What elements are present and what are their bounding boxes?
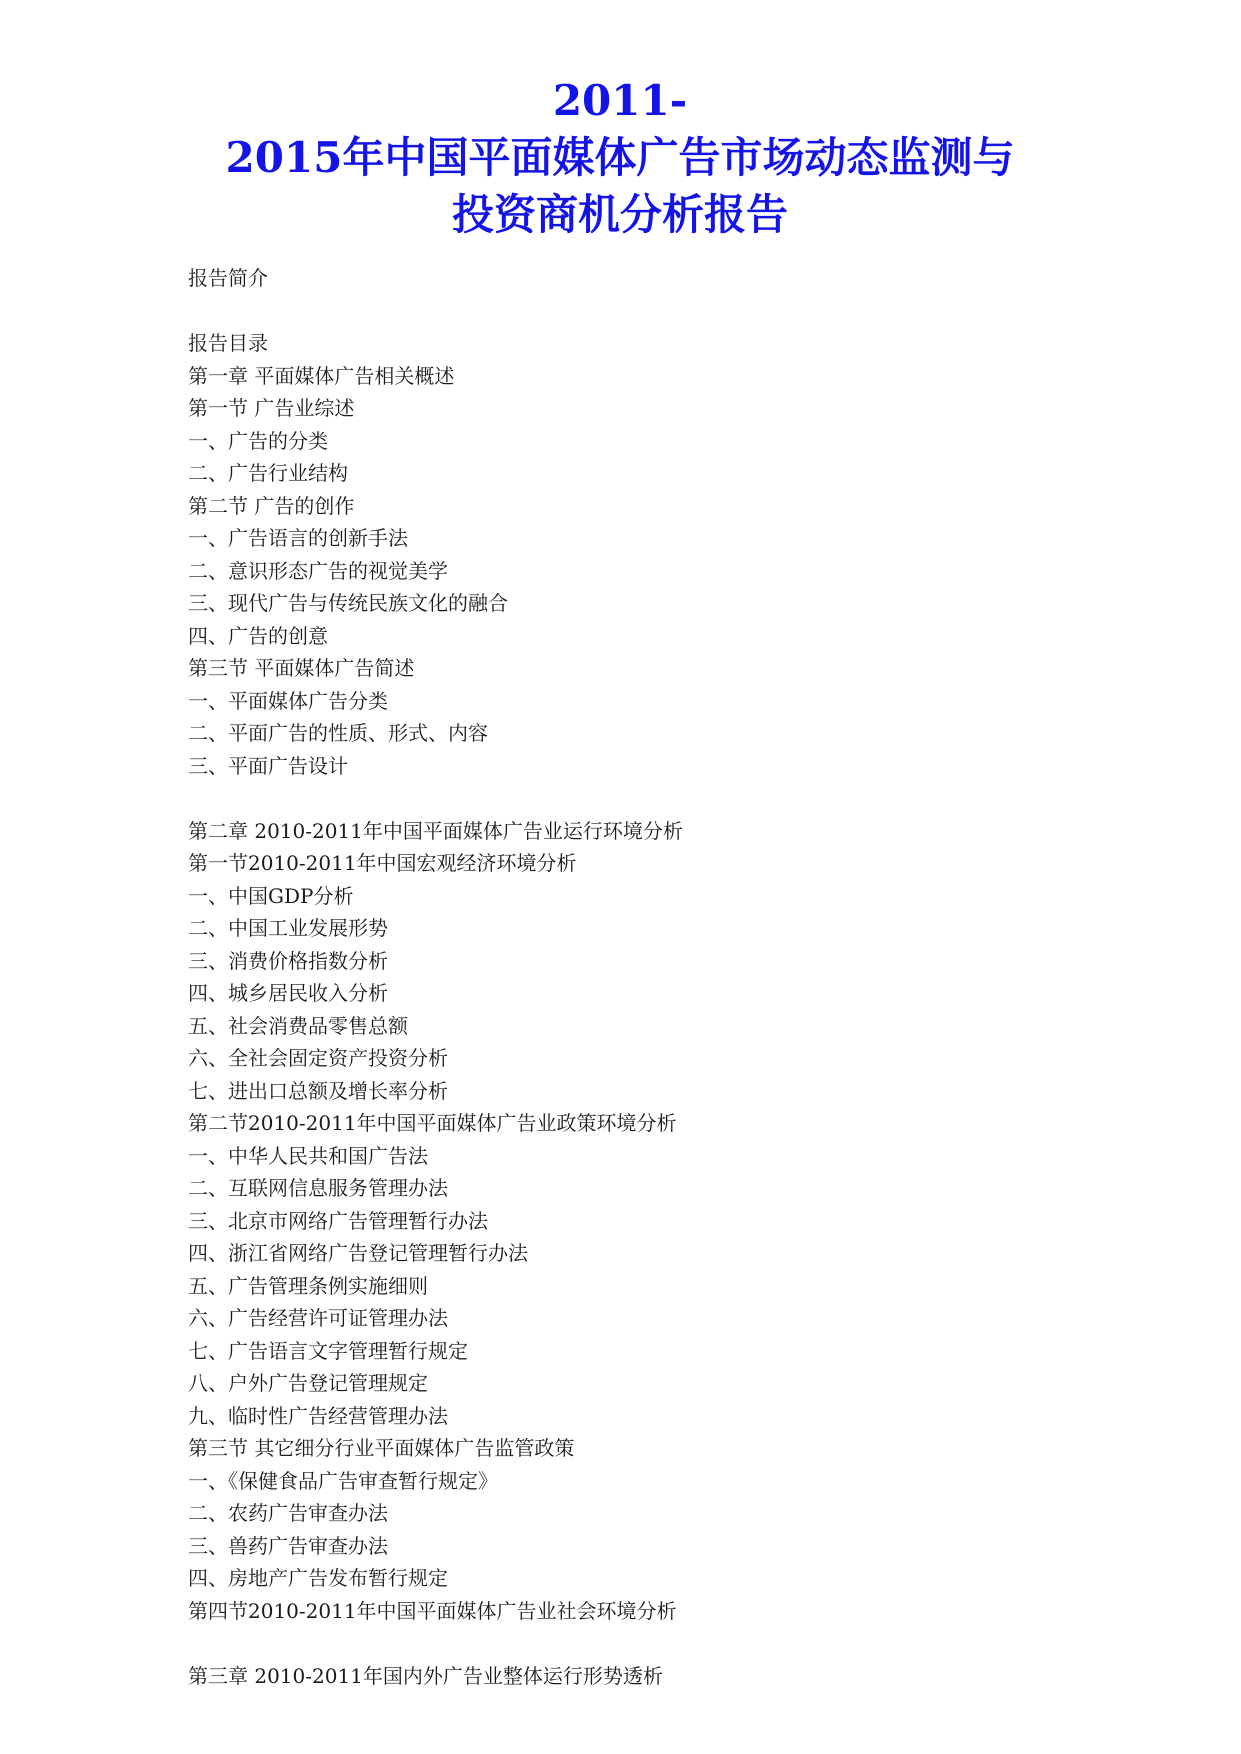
toc-entry: 第二节2010-2011年中国平面媒体广告业政策环境分析 [188, 1111, 677, 1135]
toc-entry: 四、房地产广告发布暂行规定 [188, 1566, 448, 1590]
toc-entry: 三、北京市网络广告管理暂行办法 [188, 1208, 488, 1233]
report-body [188, 262, 1088, 1692]
report-title-line-3: 投资商机分析报告 [451, 190, 788, 239]
toc-entry: 第四节2010-2011年中国平面媒体广告业社会环境分析 [188, 1598, 677, 1623]
toc-entry: 一、《保健食品广告审查暂行规定》 [188, 1468, 498, 1493]
toc-entry: 四、广告的创意 [188, 623, 328, 648]
report-title-line-1: 2011- [552, 76, 688, 125]
spacer [188, 1627, 1088, 1660]
toc-entry: 二、意识形态广告的视觉美学 [188, 558, 448, 583]
toc-entry: 三、消费价格指数分析 [188, 948, 388, 973]
toc-chapter-3 [188, 1660, 1088, 1693]
report-intro-heading: 报告简介 [188, 266, 268, 290]
toc-chapter-1 [188, 360, 1088, 783]
report-title [150, 72, 1090, 243]
toc-entry: 四、浙江省网络广告登记管理暂行办法 [188, 1241, 528, 1265]
toc-entry: 一、广告的分类 [188, 428, 328, 453]
toc-entry: 一、中国GDP分析 [188, 883, 354, 908]
toc-entry: 六、全社会固定资产投资分析 [188, 1046, 448, 1070]
toc-entry: 三、兽药广告审查办法 [188, 1533, 388, 1558]
toc-entry: 二、平面广告的性质、形式、内容 [188, 721, 488, 745]
toc-entry: 八、户外广告登记管理规定 [188, 1371, 428, 1395]
toc-entry: 九、临时性广告经营管理办法 [188, 1403, 448, 1428]
spacer [188, 782, 1088, 815]
toc-entry: 七、进出口总额及增长率分析 [188, 1078, 448, 1103]
toc-heading: 报告目录 [188, 331, 268, 355]
toc-entry: 七、广告语言文字管理暂行规定 [188, 1338, 468, 1363]
toc-entry: 第二节 广告的创作 [188, 493, 355, 518]
toc-entry: 二、互联网信息服务管理办法 [188, 1176, 448, 1200]
toc-entry: 二、中国工业发展形势 [188, 916, 388, 940]
toc-entry: 二、广告行业结构 [188, 461, 348, 485]
toc-entry: 第二章 2010-2011年中国平面媒体广告业运行环境分析 [188, 818, 683, 843]
toc-entry: 第一节2010-2011年中国宏观经济环境分析 [188, 851, 577, 875]
toc-entry: 第一节 广告业综述 [188, 396, 355, 420]
toc-chapter-2 [188, 815, 1088, 1628]
report-title-line-2: 2015年中国平面媒体广告市场动态监测与 [225, 133, 1015, 182]
toc-entry: 五、广告管理条例实施细则 [188, 1273, 428, 1298]
toc-entry: 一、广告语言的创新手法 [188, 526, 408, 550]
toc-entry: 四、城乡居民收入分析 [188, 981, 388, 1005]
spacer [188, 295, 1088, 328]
toc-entry: 第三节 平面媒体广告简述 [188, 656, 415, 680]
toc-entry: 六、广告经营许可证管理办法 [188, 1306, 448, 1330]
toc-entry: 三、现代广告与传统民族文化的融合 [188, 591, 508, 615]
toc-entry: 第三节 其它细分行业平面媒体广告监管政策 [188, 1436, 575, 1460]
toc-entry: 三、平面广告设计 [188, 753, 348, 778]
toc-entry: 第三章 2010-2011年国内外广告业整体运行形势透析 [188, 1663, 663, 1688]
toc-entry: 第一章 平面媒体广告相关概述 [188, 363, 455, 388]
toc-entry: 五、社会消费品零售总额 [188, 1013, 408, 1038]
toc-entry: 一、平面媒体广告分类 [188, 688, 388, 713]
toc-entry: 一、中华人民共和国广告法 [188, 1143, 428, 1168]
toc-entry: 二、农药广告审查办法 [188, 1501, 388, 1525]
